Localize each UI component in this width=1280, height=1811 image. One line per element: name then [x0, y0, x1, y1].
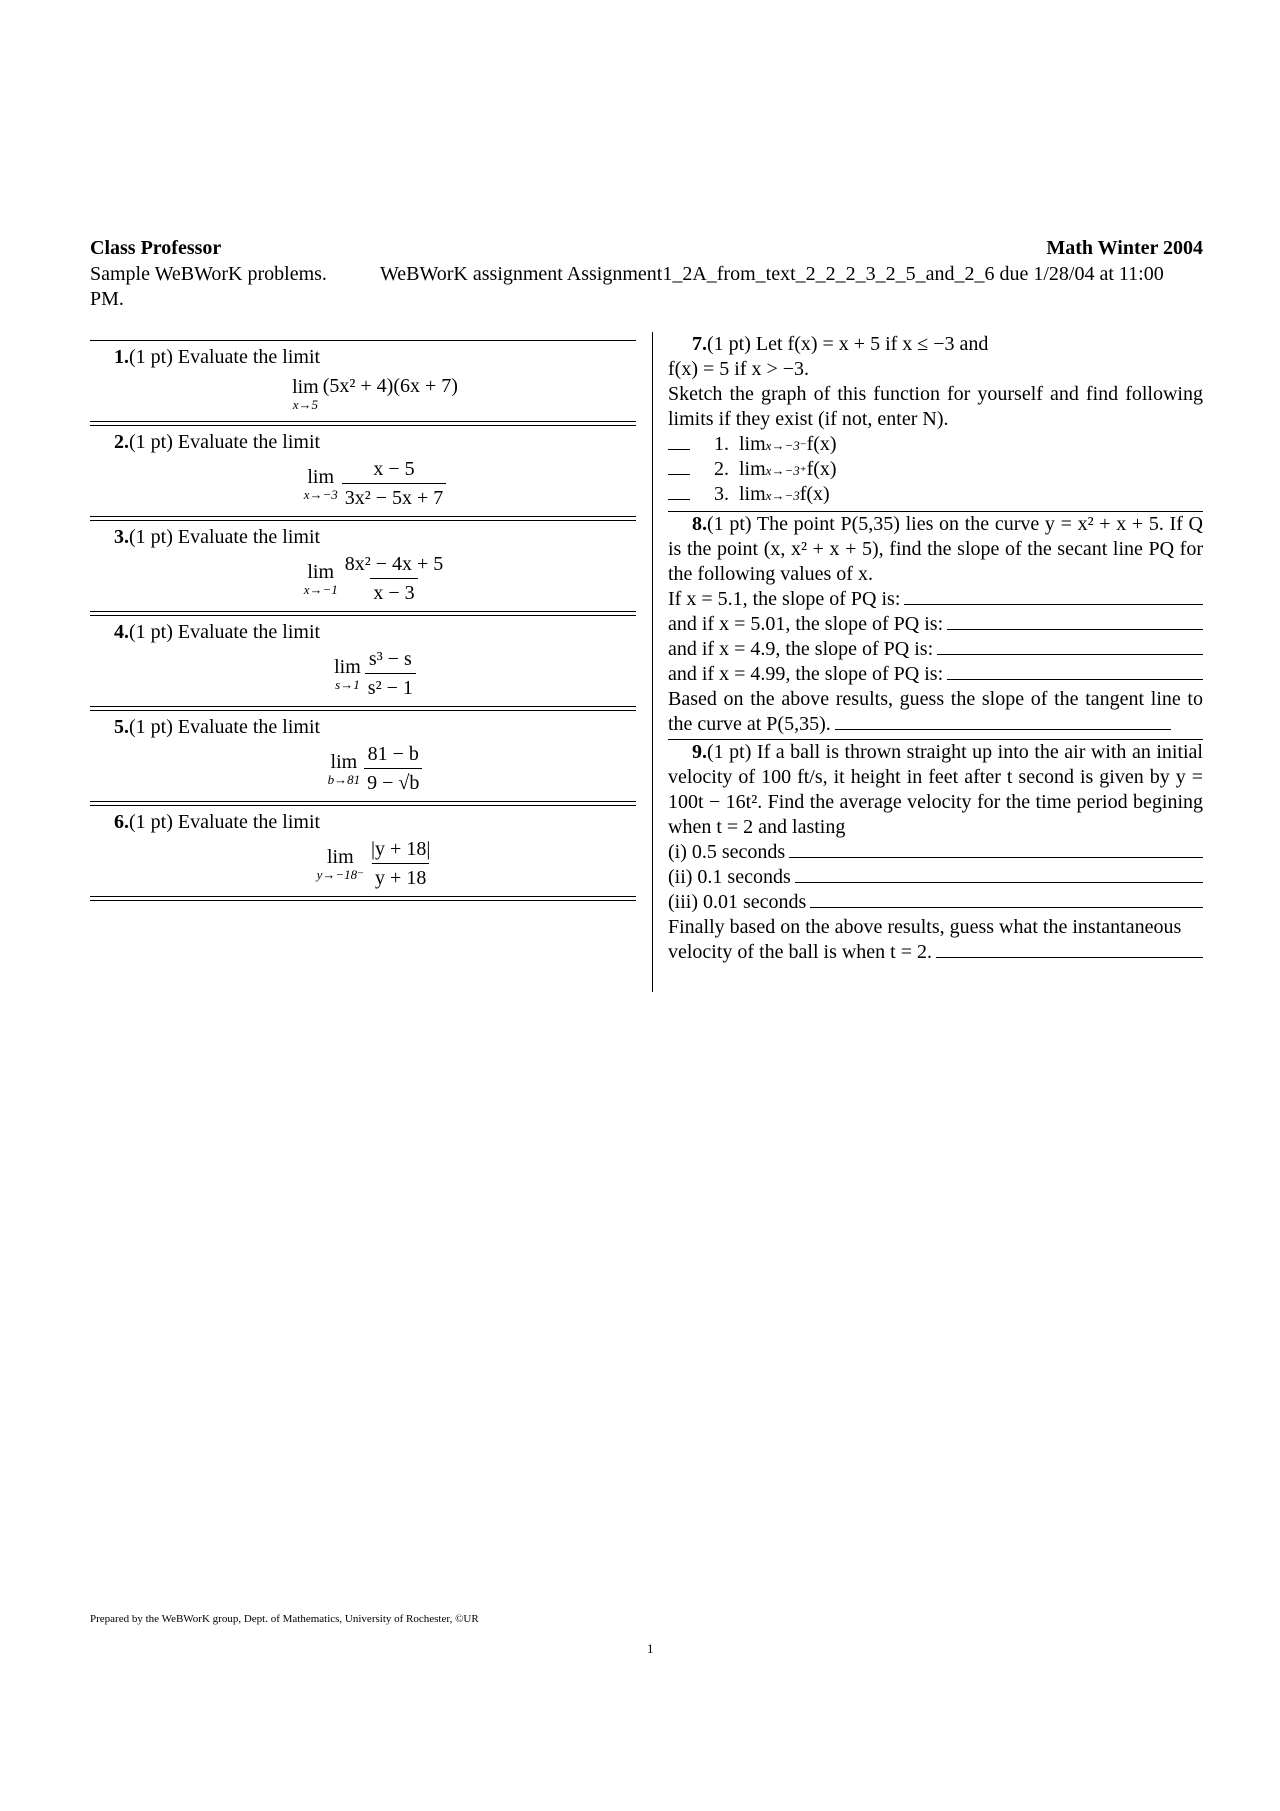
- answer-blank[interactable]: [947, 628, 1203, 630]
- problem-number: 2.: [114, 431, 129, 453]
- answer-blank[interactable]: [835, 728, 1171, 730]
- formula-1: [114, 376, 636, 411]
- problem8-text: (1 pt) The point P(5,35) lies on the curve y = x² + x + 5. If Q is the point (x, x² + x + 5), find the slope of the secant line PQ for the following values of x.: [668, 513, 1203, 585]
- problem-number: 9.: [692, 741, 707, 763]
- question-label: If x = 5.1, the slope of PQ is:: [668, 588, 901, 610]
- formula-4: [114, 647, 636, 700]
- double-rule: [90, 516, 636, 521]
- item-label: 3.: [714, 483, 729, 505]
- numerator: 81 − b: [367, 743, 419, 765]
- question-label: velocity of the ball is when t = 2.: [668, 941, 933, 963]
- denominator: 9 − √b: [364, 768, 422, 795]
- numerator: s³ − s: [368, 648, 412, 670]
- footer-credit: Prepared by the WeBWorK group, Dept. of Mathematics, University of Rochester, ©UR: [90, 1613, 479, 1625]
- lim-sub: x→5: [292, 397, 319, 412]
- formula-5: [114, 742, 636, 795]
- item-expr: lim: [739, 433, 766, 455]
- problem-4: [90, 620, 636, 700]
- problem-9: [668, 740, 1203, 965]
- lim: lim: [307, 466, 335, 488]
- top-rule: [90, 340, 636, 341]
- problem-1: [90, 345, 636, 411]
- problem-prompt: (1 pt) Evaluate the limit: [129, 621, 321, 643]
- formula-2: [114, 457, 636, 510]
- problem-number: 8.: [692, 513, 707, 535]
- answer-row-4: [668, 940, 1203, 965]
- question-label: (iii) 0.01 seconds: [668, 891, 807, 913]
- problem-number: 7.: [692, 333, 707, 355]
- column-divider: [652, 332, 653, 992]
- problem-8: [668, 512, 1203, 737]
- answer-blank[interactable]: [936, 956, 1203, 958]
- course-title: Math Winter 2004: [1046, 237, 1203, 259]
- question-label: (i) 0.5 seconds: [668, 841, 786, 863]
- question-4a: Finally based on the above results, guess what the instantaneous: [668, 916, 1182, 938]
- answer-blank[interactable]: [810, 906, 1203, 908]
- lim: lim: [307, 561, 335, 583]
- header-subline: [90, 262, 1203, 312]
- double-rule: [90, 706, 636, 711]
- lim-sub: b→81: [327, 772, 361, 787]
- double-rule: [90, 896, 636, 901]
- problem-number: 1.: [114, 346, 129, 368]
- answer-row-3: [668, 637, 1203, 662]
- class-name: Class Professor: [90, 237, 222, 259]
- lim: lim: [330, 751, 358, 773]
- double-rule: [90, 611, 636, 616]
- numerator: 8x² − 4x + 5: [344, 553, 444, 575]
- problem-number: 5.: [114, 716, 129, 738]
- denominator: 3x² − 5x + 7: [342, 483, 447, 510]
- due-time-continuation: PM.: [90, 288, 124, 310]
- question-label: and if x = 5.01, the slope of PQ is:: [668, 613, 944, 635]
- problem-prompt: (1 pt) Evaluate the limit: [129, 811, 321, 833]
- problem9-text: (1 pt) If a ball is thrown straight up into the air with an initial velocity of 100 ft/s, it height in feet after t second is given by y = 100t − 16t². Find the average velocity for the time period begining when t = 2 and lasting: [668, 741, 1203, 838]
- answer-blank[interactable]: [668, 448, 690, 450]
- item-label: 1.: [714, 433, 729, 455]
- lim-sub: x→−3: [303, 487, 338, 502]
- answer-blank[interactable]: [795, 881, 1203, 883]
- problem-number: 3.: [114, 526, 129, 548]
- formula-6: [114, 837, 636, 890]
- answer-blank[interactable]: [947, 678, 1203, 680]
- item-tail: f(x): [806, 433, 837, 455]
- limit-item-2: 2. lim x→−3⁺ f(x): [668, 457, 1203, 482]
- answer-row-2: [668, 612, 1203, 637]
- answer-row-5: [668, 687, 1203, 737]
- expression: (5x² + 4)(6x + 7): [322, 375, 458, 397]
- item-expr: lim: [739, 483, 766, 505]
- right-column: [668, 332, 1203, 965]
- answer-row-1: [668, 587, 1203, 612]
- denominator: y + 18: [372, 863, 429, 890]
- answer-row-4: [668, 662, 1203, 687]
- double-rule: [90, 801, 636, 806]
- answer-blank[interactable]: [668, 473, 690, 475]
- problem-prompt: (1 pt) Evaluate the limit: [129, 716, 321, 738]
- page-number: 1: [647, 1641, 654, 1656]
- lim-sub: x→−1: [303, 582, 338, 597]
- numerator: x − 5: [373, 458, 415, 480]
- subtitle: Sample WeBWorK problems.: [90, 263, 327, 285]
- problem-prompt: (1 pt) Evaluate the limit: [129, 346, 321, 368]
- answer-row-3: [668, 890, 1203, 915]
- item-tail: f(x): [799, 483, 830, 505]
- problem-number: 4.: [114, 621, 129, 643]
- problem-3: [90, 525, 636, 605]
- limit-item-3: 3. lim x→−3 f(x): [668, 482, 1203, 507]
- denominator: s² − 1: [365, 673, 416, 700]
- lim-sub: s→1: [335, 677, 360, 692]
- problem-prompt: (1 pt) Evaluate the limit: [129, 431, 321, 453]
- denominator: x − 3: [370, 578, 417, 605]
- numerator: |y + 18|: [371, 838, 431, 860]
- problem7-line1: (1 pt) Let f(x) = x + 5 if x ≤ −3 and: [707, 333, 989, 355]
- double-rule: [90, 421, 636, 426]
- answer-blank[interactable]: [789, 856, 1203, 858]
- lim: lim: [327, 846, 354, 868]
- question-label: (ii) 0.1 seconds: [668, 866, 791, 888]
- problem-6: [90, 810, 636, 890]
- problem-7: [668, 332, 1203, 507]
- limit-item-1: 1. lim x→−3⁻ f(x): [668, 432, 1203, 457]
- lim: lim: [334, 656, 361, 678]
- question-label: Based on the above results, guess the slope of the tangent line to the curve at P(5,35).: [668, 688, 1203, 735]
- left-column: [90, 340, 636, 901]
- answer-blank[interactable]: [904, 603, 1203, 605]
- assignment-title: WeBWorK assignment Assignment1_2A_from_text_2_2_2_3_2_5_and_2_6 due 1/28/04 at 11:00: [380, 263, 1164, 285]
- answer-row-1: [668, 840, 1203, 865]
- problem-number: 6.: [114, 811, 129, 833]
- problem-5: [90, 715, 636, 795]
- question-label: and if x = 4.99, the slope of PQ is:: [668, 663, 944, 685]
- item-label: 2.: [714, 458, 729, 480]
- item-tail: f(x): [806, 458, 837, 480]
- answer-blank[interactable]: [937, 653, 1203, 655]
- answer-row-2: [668, 865, 1203, 890]
- item-expr: lim: [739, 458, 766, 480]
- formula-3: [114, 552, 636, 605]
- lim-sub: y→−18⁻: [316, 867, 365, 882]
- question-label: and if x = 4.9, the slope of PQ is:: [668, 638, 934, 660]
- problem7-text: Sketch the graph of this function for yourself and find following limits if they exist (if not, enter N).: [668, 383, 1203, 430]
- lim: lim: [292, 376, 319, 398]
- problem-2: [90, 430, 636, 510]
- answer-blank[interactable]: [668, 498, 690, 500]
- problem-prompt: (1 pt) Evaluate the limit: [129, 526, 321, 548]
- problem7-line2: f(x) = 5 if x > −3.: [668, 358, 810, 380]
